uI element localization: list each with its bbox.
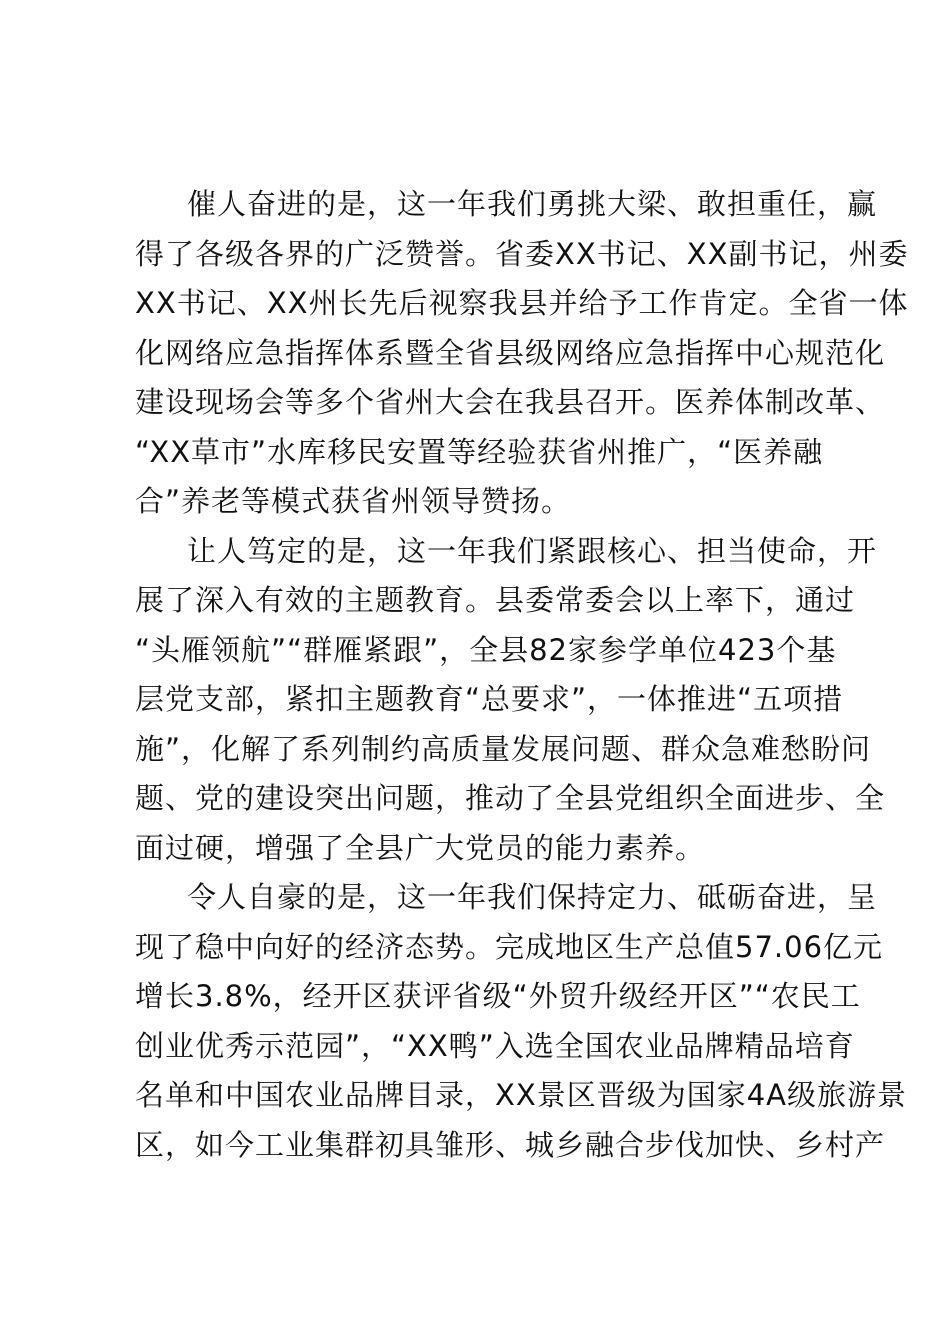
paragraph-line: 令人自豪的是，这一年我们保持定力、砥砺奋进，呈	[187, 880, 878, 914]
paragraph-line: 名单和中国农业品牌目录，XX景区晋级为国家4A级旅游景	[135, 1078, 908, 1112]
paragraph-line: 合”养老等模式获省州领导赞扬。	[135, 484, 572, 518]
paragraph-1	[135, 180, 909, 527]
paragraph-line: 区，如今工业集群初具雏形、城乡融合步伐加快、乡村产	[135, 1127, 886, 1162]
paragraph-line: 面过硬，增强了全县广大党员的能力素养。	[135, 830, 706, 865]
paragraph-line: 现了稳中向好的经济态势。完成地区生产总值57.06亿元	[135, 929, 884, 964]
paragraph-line: 催人奋进的是，这一年我们勇挑大梁、敢担重任，赢	[187, 187, 878, 221]
paragraph-line: 化网络应急指挥体系暨全省县级网络应急指挥中心规范化	[135, 335, 886, 370]
paragraph-line: 题、党的建设突出问题，推动了全县党组织全面进步、全	[135, 781, 886, 815]
document-body	[135, 180, 909, 1170]
paragraph-3	[135, 873, 908, 1170]
paragraph-line: 得了各级各界的广泛赞誉。省委XX书记、XX副书记，州委	[135, 236, 909, 271]
paragraph-line: 增长3.8%，经开区获评省级“外贸升级经开区”“农民工	[135, 979, 861, 1013]
paragraph-line: “XX草市”水库移民安置等经验获省州推广，“医养融	[135, 434, 824, 469]
paragraph-2	[135, 527, 886, 874]
paragraph-line: 层党支部，紧扣主题教育“总要求”，一体推进“五项措	[135, 682, 844, 716]
paragraph-line: XX书记、XX州长先后视察我县并给予工作肯定。全省一体	[135, 286, 909, 320]
paragraph-line: 施”，化解了系列制约高质量发展问题、群众急难愁盼问	[135, 731, 872, 766]
paragraph-line: “头雁领航”“群雁紧跟”，全县82家参学单位423个基	[135, 632, 837, 667]
paragraph-line: 让人笃定的是，这一年我们紧跟核心、担当使命，开	[187, 533, 878, 568]
paragraph-line: 建设现场会等多个省州大会在我县召开。医养体制改革、	[135, 385, 886, 419]
paragraph-line: 展了深入有效的主题教育。县委常委会以上率下，通过	[135, 583, 856, 617]
paragraph-line: 创业优秀示范园”，“XX鸭”入选全国农业品牌精品培育	[135, 1028, 855, 1063]
